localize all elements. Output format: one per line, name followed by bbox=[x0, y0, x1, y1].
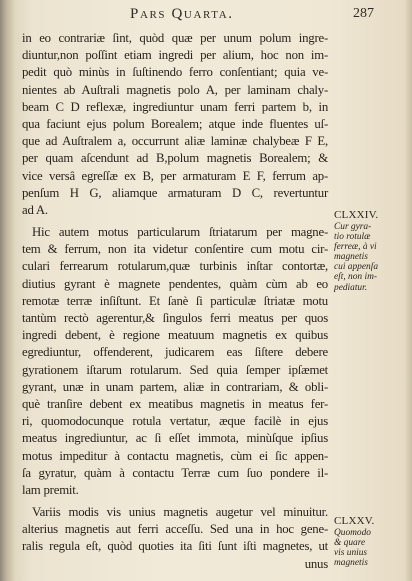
text-line: gyrant, unæ in unam partem, aliæ in contrariam, & obli- bbox=[22, 379, 328, 394]
text-line: in eo contrariæ ſint, quòd quæ per unum polum ingre- bbox=[22, 31, 328, 45]
note-line: tio rotulæ bbox=[334, 232, 371, 243]
text-line: qua faciunt ejus polum Borealem; atque inde fluentes uſ- bbox=[22, 116, 328, 131]
note-line: eſt, non im- bbox=[334, 272, 377, 283]
text-line: beam C D reflexæ, ingrediuntur unam ferri partem b, in bbox=[22, 99, 328, 114]
text-line: diuntur,non poſſint etiam ingredi per alium, hoc non im- bbox=[22, 48, 328, 63]
text-line: ralis regula eſt, quòd quoties ita ſiti ſunt iſti magnetes, ut bbox=[22, 539, 328, 554]
text-line: motus impeditur à contactu magnetis, cùm ei ſic appen- bbox=[22, 448, 328, 463]
note-line: cui appenſa bbox=[334, 262, 379, 273]
note-line: magnetis bbox=[334, 558, 368, 569]
text-line: què tranſire debent ex meatibus magnetis in meatus fer- bbox=[22, 396, 328, 411]
note-line: ferreæ, à vi bbox=[334, 242, 377, 253]
text-line: meatus ingrediuntur, ac ſi eſſet immota, minùſque ipſius bbox=[22, 431, 328, 446]
text-line: ri, quomodocunque rotula vertatur, æque facilè in ejus bbox=[22, 414, 328, 429]
text-line: vice versâ egreſſæ ex B, per armaturam E F, ferrum ap- bbox=[22, 168, 328, 183]
note-line: pediatur. bbox=[334, 282, 368, 293]
margin-note-175 bbox=[334, 516, 398, 568]
text-line: remotæ terræ inſiſtunt. Et ſanè ſi particulæ ſtriatæ motu bbox=[22, 293, 328, 308]
book-gutter bbox=[0, 0, 14, 581]
note-line: vis unius bbox=[334, 548, 368, 559]
main-text bbox=[22, 30, 328, 573]
text-line: pedit quò minùs in ſuſtinendo ferro conſentiant; quia ve- bbox=[22, 65, 328, 80]
text-line: ad A. bbox=[22, 202, 48, 217]
text-line: egrediuntur, offenderent, judicarem eas ſiſtere debere bbox=[22, 345, 328, 360]
text-line: penſum H G, aliamque armaturam D C, revertuntur bbox=[22, 185, 328, 200]
text-line: Variis modis vis unius magnetis augetur vel minuitur. bbox=[32, 505, 328, 520]
text-line: alterius magnetis aut ferri acceſſu. Sed una in hoc gene- bbox=[22, 522, 328, 537]
note-line: magnetis bbox=[334, 252, 368, 263]
page-number: 287 bbox=[353, 6, 374, 21]
text-line: tem & ferrum, non ita videtur conſentire cum motu cir- bbox=[22, 242, 328, 257]
text-line: gyrationem iſtarum rotularum. Sed quia ſemper ipſæmet bbox=[22, 362, 328, 377]
note-line: Cur gyra- bbox=[334, 222, 372, 232]
text-line: ingredi debent, è regione meatuum magnetis ex quibus bbox=[22, 328, 328, 343]
margin-note-174 bbox=[334, 210, 398, 293]
text-line: tantùm rectò agerentur,& ſingulos ferri meatus per quos bbox=[22, 311, 328, 325]
text-line: que ad Auſtralem a, occurrunt aliæ laminæ chalybeæ F E, bbox=[22, 134, 328, 149]
text-line: lam premit. bbox=[22, 482, 79, 497]
note-number: CLXXV. bbox=[334, 515, 375, 527]
text-line: nientes ab Auſtrali magnetis polo A, per laminam chaly- bbox=[22, 82, 328, 97]
page-edge-shadow bbox=[404, 0, 412, 581]
note-number: CLXXIV. bbox=[334, 209, 379, 221]
text-line: ſa gyratur, quàm à contactu Terræ cum ſuo pondere il- bbox=[22, 465, 328, 480]
text-line: Hic autem motus particularum ſtriatarum per magne- bbox=[32, 225, 328, 240]
text-line: diutius gyrant è magnete pendentes, quàm cùm ab eo bbox=[22, 276, 328, 291]
text-line: culari ferrearum rotularum,quæ turbinis inſtar contortæ, bbox=[22, 259, 328, 274]
note-line: Quomodo bbox=[334, 528, 371, 538]
page-header bbox=[40, 6, 374, 28]
note-line: & quare bbox=[334, 538, 366, 549]
running-head: Pars Quarta. bbox=[130, 6, 234, 22]
catchword: unus bbox=[304, 556, 328, 571]
text-line: per quam aſcendunt ad B,polum magnetis Borealem; & bbox=[22, 151, 328, 166]
